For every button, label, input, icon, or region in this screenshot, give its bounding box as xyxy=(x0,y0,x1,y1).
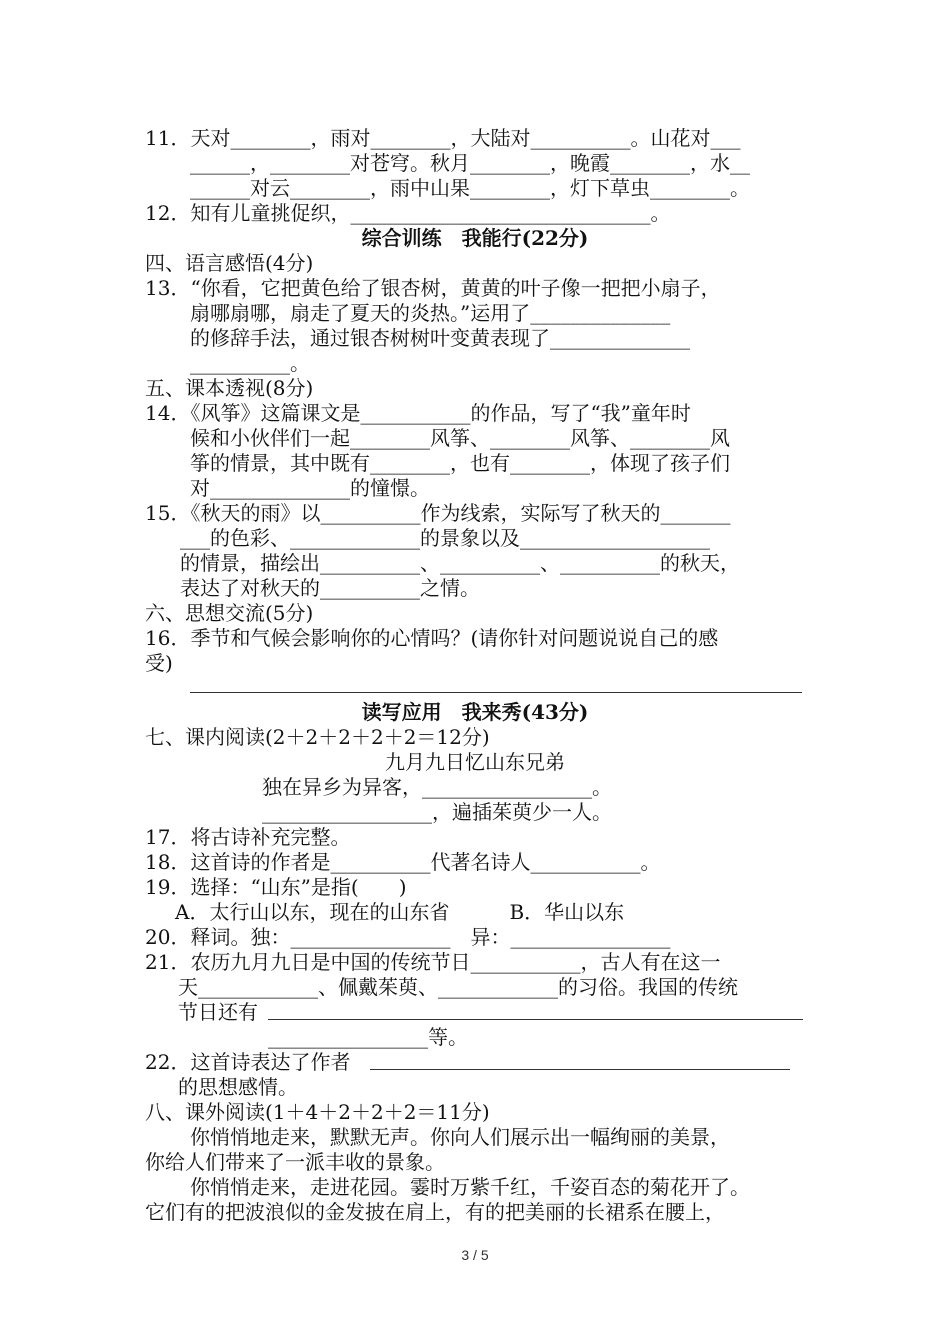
passage-line-3: 你悄悄走来，走进花园。霎时万紫千红，千姿百态的菊花开了。 xyxy=(190,1175,750,1199)
part-7-heading: 七、课内阅读(2＋2＋2＋2＋2＝12分) xyxy=(145,725,490,749)
q15-line-4: 表达了对秋天的__________之情。 xyxy=(180,576,480,600)
q22-line-2: 的思想感情。 xyxy=(178,1075,298,1099)
q21-line-4: ________________等。 xyxy=(268,1025,468,1049)
q11-line-2: ______，________对苍穹。秋月________，晚霞________，水__ xyxy=(190,151,750,175)
q13-line-1: 13．“你看，它把黄色给了银杏树，黄黄的叶子像一把把小扇子， xyxy=(145,276,721,300)
q19-line: 19．选择：“山东”是指( ) xyxy=(145,875,407,899)
q11-line-3: ______对云________，雨中山果________，灯下草虫________。 xyxy=(190,176,750,200)
q19-options: A．太行山以东，现在的山东省 B．华山以东 xyxy=(175,900,625,924)
q15-line-3: 的情景，描绘出__________、__________、__________的秋天， xyxy=(180,551,740,575)
part-4-heading: 四、语言感悟(4分) xyxy=(145,251,314,275)
q18-line: 18．这首诗的作者是__________代著名诗人___________。 xyxy=(145,850,661,874)
passage-line-2: 你给人们带来了一派丰收的景象。 xyxy=(145,1150,445,1174)
q16-line-2: 受) xyxy=(145,651,173,675)
q17-line: 17．将古诗补充完整。 xyxy=(145,825,351,849)
q21-line-1: 21．农历九月九日是中国的传统节日___________，古人有在这一 xyxy=(145,950,721,974)
q11-line-1: 11．天对________，雨对________，大陆对__________。山花对___ xyxy=(145,126,741,150)
q16-answer-line xyxy=(190,692,802,693)
q16-line-1: 16．季节和气候会影响你的心情吗？(请你针对问题说说自己的感 xyxy=(145,626,719,650)
poem-title: 九月九日忆山东兄弟 xyxy=(385,750,565,774)
q14-line-1: 14．《风筝》这篇课文是___________的作品，写了“我”童年时 xyxy=(145,401,691,425)
q15-line-2: ___的色彩、_____________的景象以及___________________ xyxy=(180,526,710,550)
q21-line-3: 节日还有 xyxy=(178,1000,258,1024)
q21-answer-line xyxy=(268,1019,803,1020)
q13-line-4: __________。 xyxy=(190,351,310,375)
part-8-heading: 八、课外阅读(1＋4＋2＋2＋2＝11分) xyxy=(145,1100,490,1124)
q15-line-1: 15．《秋天的雨》以__________作为线索，实际写了秋天的_______ xyxy=(145,501,731,525)
q14-line-4: 对______________的憧憬。 xyxy=(190,476,430,500)
poem-line-2: _________________，遍插茱萸少一人。 xyxy=(262,800,612,824)
passage-line-1: 你悄悄地走来，默默无声。你向人们展示出一幅绚丽的美景， xyxy=(190,1125,730,1149)
q13-line-3: 的修辞手法，通过银杏树树叶变黄表现了______________ xyxy=(190,326,690,350)
part-5-heading: 五、课本透视(8分) xyxy=(145,376,314,400)
part-6-heading: 六、思想交流(5分) xyxy=(145,601,314,625)
section-title-comprehensive: 综合训练 我能行(22分) xyxy=(361,226,589,250)
q22-line-1: 22．这首诗表达了作者 xyxy=(145,1050,351,1074)
page-number: 3 / 5 xyxy=(461,1247,489,1263)
poem-line-1: 独在异乡为异客，_________________。 xyxy=(262,775,612,799)
q13-line-2: 扇哪扇哪，扇走了夏天的炎热。”运用了______________ xyxy=(190,301,671,325)
q14-line-2: 候和小伙伴们一起________风筝、________风筝、________风 xyxy=(190,426,730,450)
q21-line-2: 天____________、佩戴茱萸、____________的习俗。我国的传统 xyxy=(178,975,738,999)
q12-line: 12．知有儿童挑促织，______________________________。 xyxy=(145,201,671,225)
q20-line: 20．释词。独：________________ 异：________________ xyxy=(145,925,671,949)
q22-answer-line xyxy=(370,1069,790,1070)
section-title-reading-writing: 读写应用 我来秀(43分) xyxy=(361,700,589,724)
passage-line-4: 它们有的把波浪似的金发披在肩上，有的把美丽的长裙系在腰上， xyxy=(145,1200,725,1224)
q14-line-3: 筝的情景，其中既有________，也有________，体现了孩子们 xyxy=(190,451,730,475)
